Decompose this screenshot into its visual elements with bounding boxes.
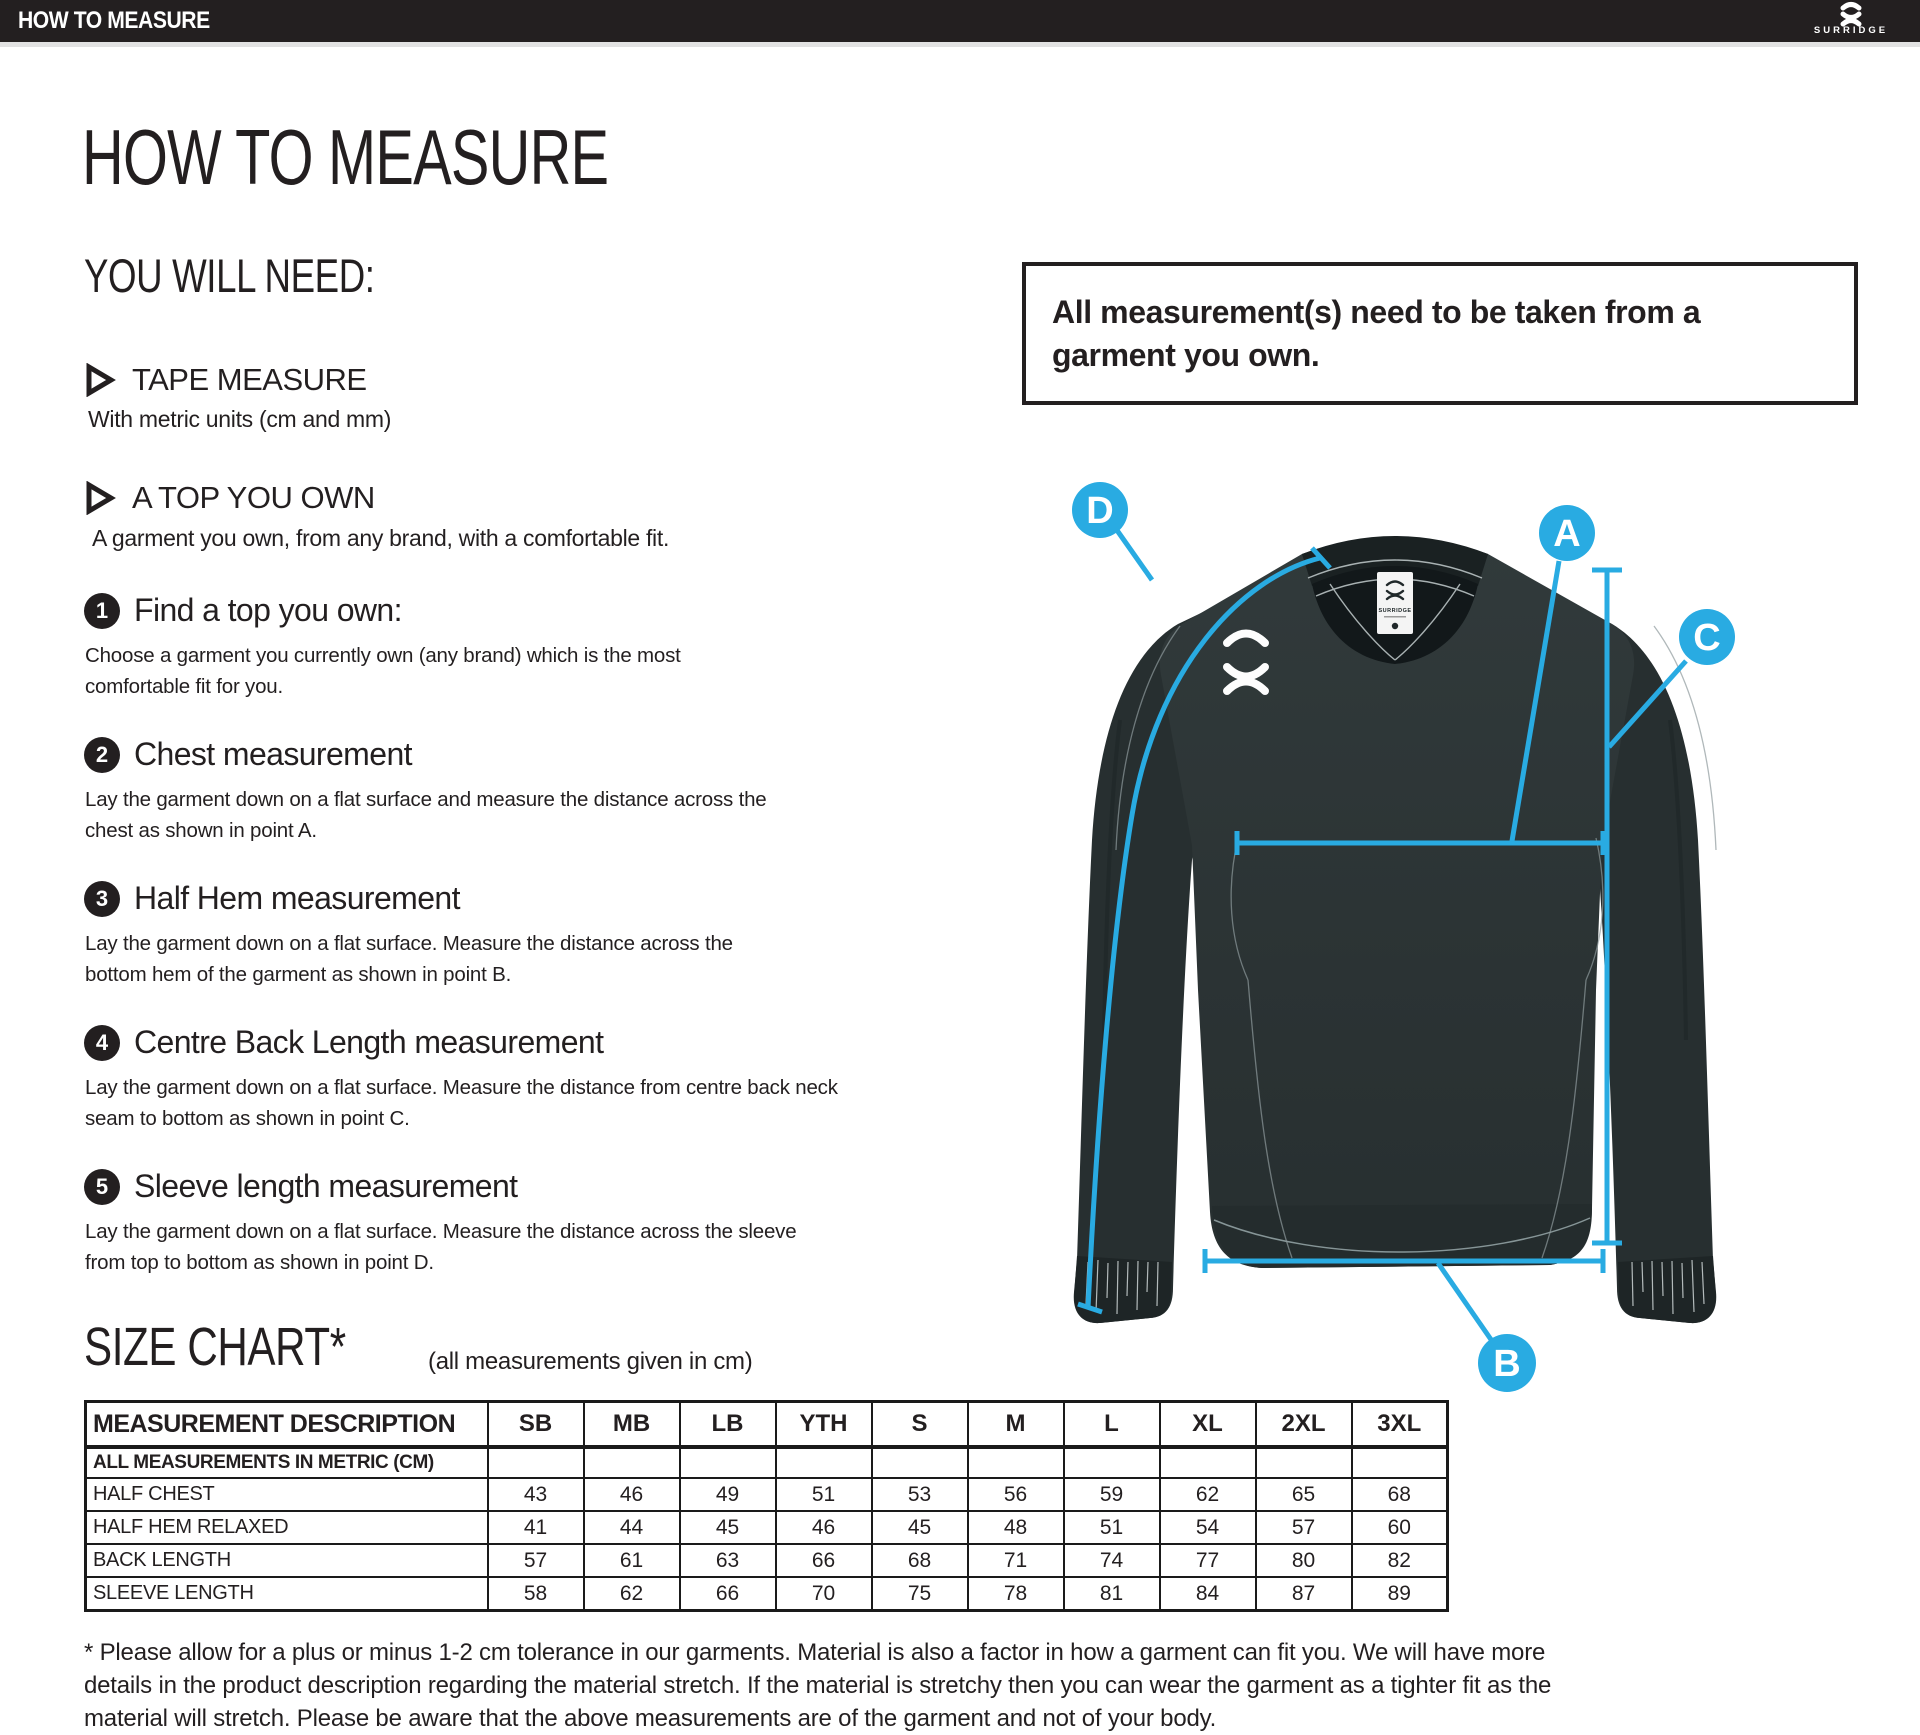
measure-point-c: C — [1693, 617, 1721, 659]
step-2-description: Lay the garment down on a flat surface and measure the distance across the chest as shown in point A. — [85, 788, 767, 842]
tag-brand-text: SURRIDGE — [1378, 608, 1412, 614]
cell: 68 — [872, 1544, 968, 1577]
row-label: HALF HEM RELAXED — [86, 1511, 488, 1544]
measure-point-b: B — [1493, 1343, 1521, 1385]
cell: 81 — [1064, 1577, 1160, 1611]
cell: 82 — [1352, 1544, 1448, 1577]
cell: 89 — [1352, 1577, 1448, 1611]
step-3-heading — [84, 880, 460, 917]
step-4-heading — [84, 1024, 603, 1061]
cell: 53 — [872, 1478, 968, 1511]
column-header: MEASUREMENT DESCRIPTION — [86, 1402, 488, 1448]
table-row-half-hem — [86, 1511, 1448, 1544]
garment-measurement-diagram — [1000, 420, 1850, 1420]
cell: 51 — [776, 1478, 872, 1511]
cell: 71 — [968, 1544, 1064, 1577]
play-triangle-icon — [84, 481, 116, 515]
column-header: L — [1064, 1402, 1160, 1448]
cell: 84 — [1160, 1577, 1256, 1611]
cell: 57 — [1256, 1511, 1352, 1544]
measure-point-d: D — [1086, 490, 1114, 532]
column-header: SB — [488, 1402, 584, 1448]
d-leader-line — [1114, 526, 1152, 580]
step-4-description: Lay the garment down on a flat surface. Measure the distance from centre back neck seam to bottom as shown in point C. — [85, 1076, 838, 1130]
step-4-title: Centre Back Length measurement — [134, 1024, 604, 1060]
cell: 78 — [968, 1577, 1064, 1611]
need-item-description: With metric units (cm and mm) — [88, 406, 392, 432]
cell: 62 — [1160, 1478, 1256, 1511]
cell: 59 — [1064, 1478, 1160, 1511]
cell: 66 — [680, 1577, 776, 1611]
need-item-top-you-own — [84, 480, 669, 552]
need-item-description: A garment you own, from any brand, with a comfortable fit. — [92, 525, 670, 551]
column-header: LB — [680, 1402, 776, 1448]
step-1-badge: 1 — [84, 593, 120, 629]
header-bar — [0, 0, 1920, 47]
step-2-badge: 2 — [84, 737, 120, 773]
table-row-sleeve-length — [86, 1577, 1448, 1611]
cell: 63 — [680, 1544, 776, 1577]
step-3-description: Lay the garment down on a flat surface. Measure the distance across the bottom hem of the garment as shown in point B. — [85, 932, 733, 986]
row-label: HALF CHEST — [86, 1478, 488, 1511]
cell: 87 — [1256, 1577, 1352, 1611]
garment-diagram-svg — [1000, 420, 1850, 1420]
cell: 75 — [872, 1577, 968, 1611]
step-2-title: Chest measurement — [134, 736, 412, 772]
size-chart-table — [84, 1400, 1449, 1612]
step-5-description: Lay the garment down on a flat surface. Measure the distance across the sleeve from top to bottom as shown in point D. — [85, 1220, 797, 1274]
cell: 68 — [1352, 1478, 1448, 1511]
cell: 80 — [1256, 1544, 1352, 1577]
cell: 60 — [1352, 1511, 1448, 1544]
column-header: XL — [1160, 1402, 1256, 1448]
column-header: S — [872, 1402, 968, 1448]
cell: 58 — [488, 1577, 584, 1611]
brand-name: SURRIDGE — [1813, 25, 1889, 36]
cell: 57 — [488, 1544, 584, 1577]
step-3-badge: 3 — [84, 881, 120, 917]
row-label: SLEEVE LENGTH — [86, 1577, 488, 1611]
unit-row-label: ALL MEASUREMENTS IN METRIC (CM) — [86, 1447, 488, 1478]
cell: 49 — [680, 1478, 776, 1511]
cell: 45 — [680, 1511, 776, 1544]
cell: 44 — [584, 1511, 680, 1544]
step-1-description: Choose a garment you currently own (any brand) which is the most comfortable fit for you. — [85, 644, 681, 698]
cell: 62 — [584, 1577, 680, 1611]
column-header: YTH — [776, 1402, 872, 1448]
table-row-half-chest — [86, 1478, 1448, 1511]
size-chart-heading: SIZE CHART* — [84, 1317, 346, 1377]
unit-row — [86, 1447, 1448, 1478]
header-title: HOW TO MEASURE — [18, 7, 210, 34]
cell: 45 — [872, 1511, 968, 1544]
cell: 65 — [1256, 1478, 1352, 1511]
cell: 77 — [1160, 1544, 1256, 1577]
cell: 48 — [968, 1511, 1064, 1544]
measure-point-a: A — [1553, 513, 1581, 555]
column-header: M — [968, 1402, 1064, 1448]
need-item-tape-measure — [84, 362, 391, 433]
step-3-title: Half Hem measurement — [134, 880, 460, 916]
b-leader-line — [1438, 1263, 1492, 1341]
need-item-title: A TOP YOU OWN — [132, 480, 375, 515]
cell: 43 — [488, 1478, 584, 1511]
table-row-back-length — [86, 1544, 1448, 1577]
cell: 66 — [776, 1544, 872, 1577]
cell: 46 — [584, 1478, 680, 1511]
cell: 41 — [488, 1511, 584, 1544]
note-box — [1022, 262, 1858, 405]
step-4-badge: 4 — [84, 1025, 120, 1061]
cell: 46 — [776, 1511, 872, 1544]
cell: 74 — [1064, 1544, 1160, 1577]
tolerance-footnote: * Please allow for a plus or minus 1-2 cm tolerance in our garments. Material is also a factor in how a garment can fit you. We will have more details in the product description regarding the material stretch. If the material is stretchy then you can wear the garment as a tighter fit as the material will stretch. Please be aware that the above measurements are of the garment and not of your body. — [84, 1639, 1552, 1732]
size-chart-header-row — [86, 1402, 1448, 1448]
need-item-title: TAPE MEASURE — [132, 362, 367, 397]
cell: 54 — [1160, 1511, 1256, 1544]
cell: 61 — [584, 1544, 680, 1577]
you-will-need-heading: YOU WILL NEED: — [84, 249, 375, 302]
cell: 70 — [776, 1577, 872, 1611]
step-2-heading — [84, 736, 412, 773]
play-triangle-icon — [84, 363, 116, 397]
neck-label-tag — [1377, 572, 1413, 634]
step-1-heading — [84, 592, 402, 629]
garment-illustration — [1074, 536, 1717, 1323]
cell: 56 — [968, 1478, 1064, 1511]
note-text: All measurement(s) need to be taken from a garment you own. — [1052, 293, 1701, 373]
step-1-title: Find a top you own: — [134, 592, 402, 628]
page-title: HOW TO MEASURE — [82, 113, 609, 201]
size-chart-subheading: (all measurements given in cm) — [428, 1348, 753, 1375]
cell: 51 — [1064, 1511, 1160, 1544]
column-header: MB — [584, 1402, 680, 1448]
brand-s-icon — [1834, 1, 1868, 27]
brand-logo — [1796, 1, 1906, 41]
step-5-heading — [84, 1168, 517, 1205]
row-label: BACK LENGTH — [86, 1544, 488, 1577]
step-5-title: Sleeve length measurement — [134, 1168, 518, 1204]
cuff-stitch-detail — [1086, 1260, 1704, 1314]
column-header: 3XL — [1352, 1402, 1448, 1448]
column-header: 2XL — [1256, 1402, 1352, 1448]
step-5-badge: 5 — [84, 1169, 120, 1205]
